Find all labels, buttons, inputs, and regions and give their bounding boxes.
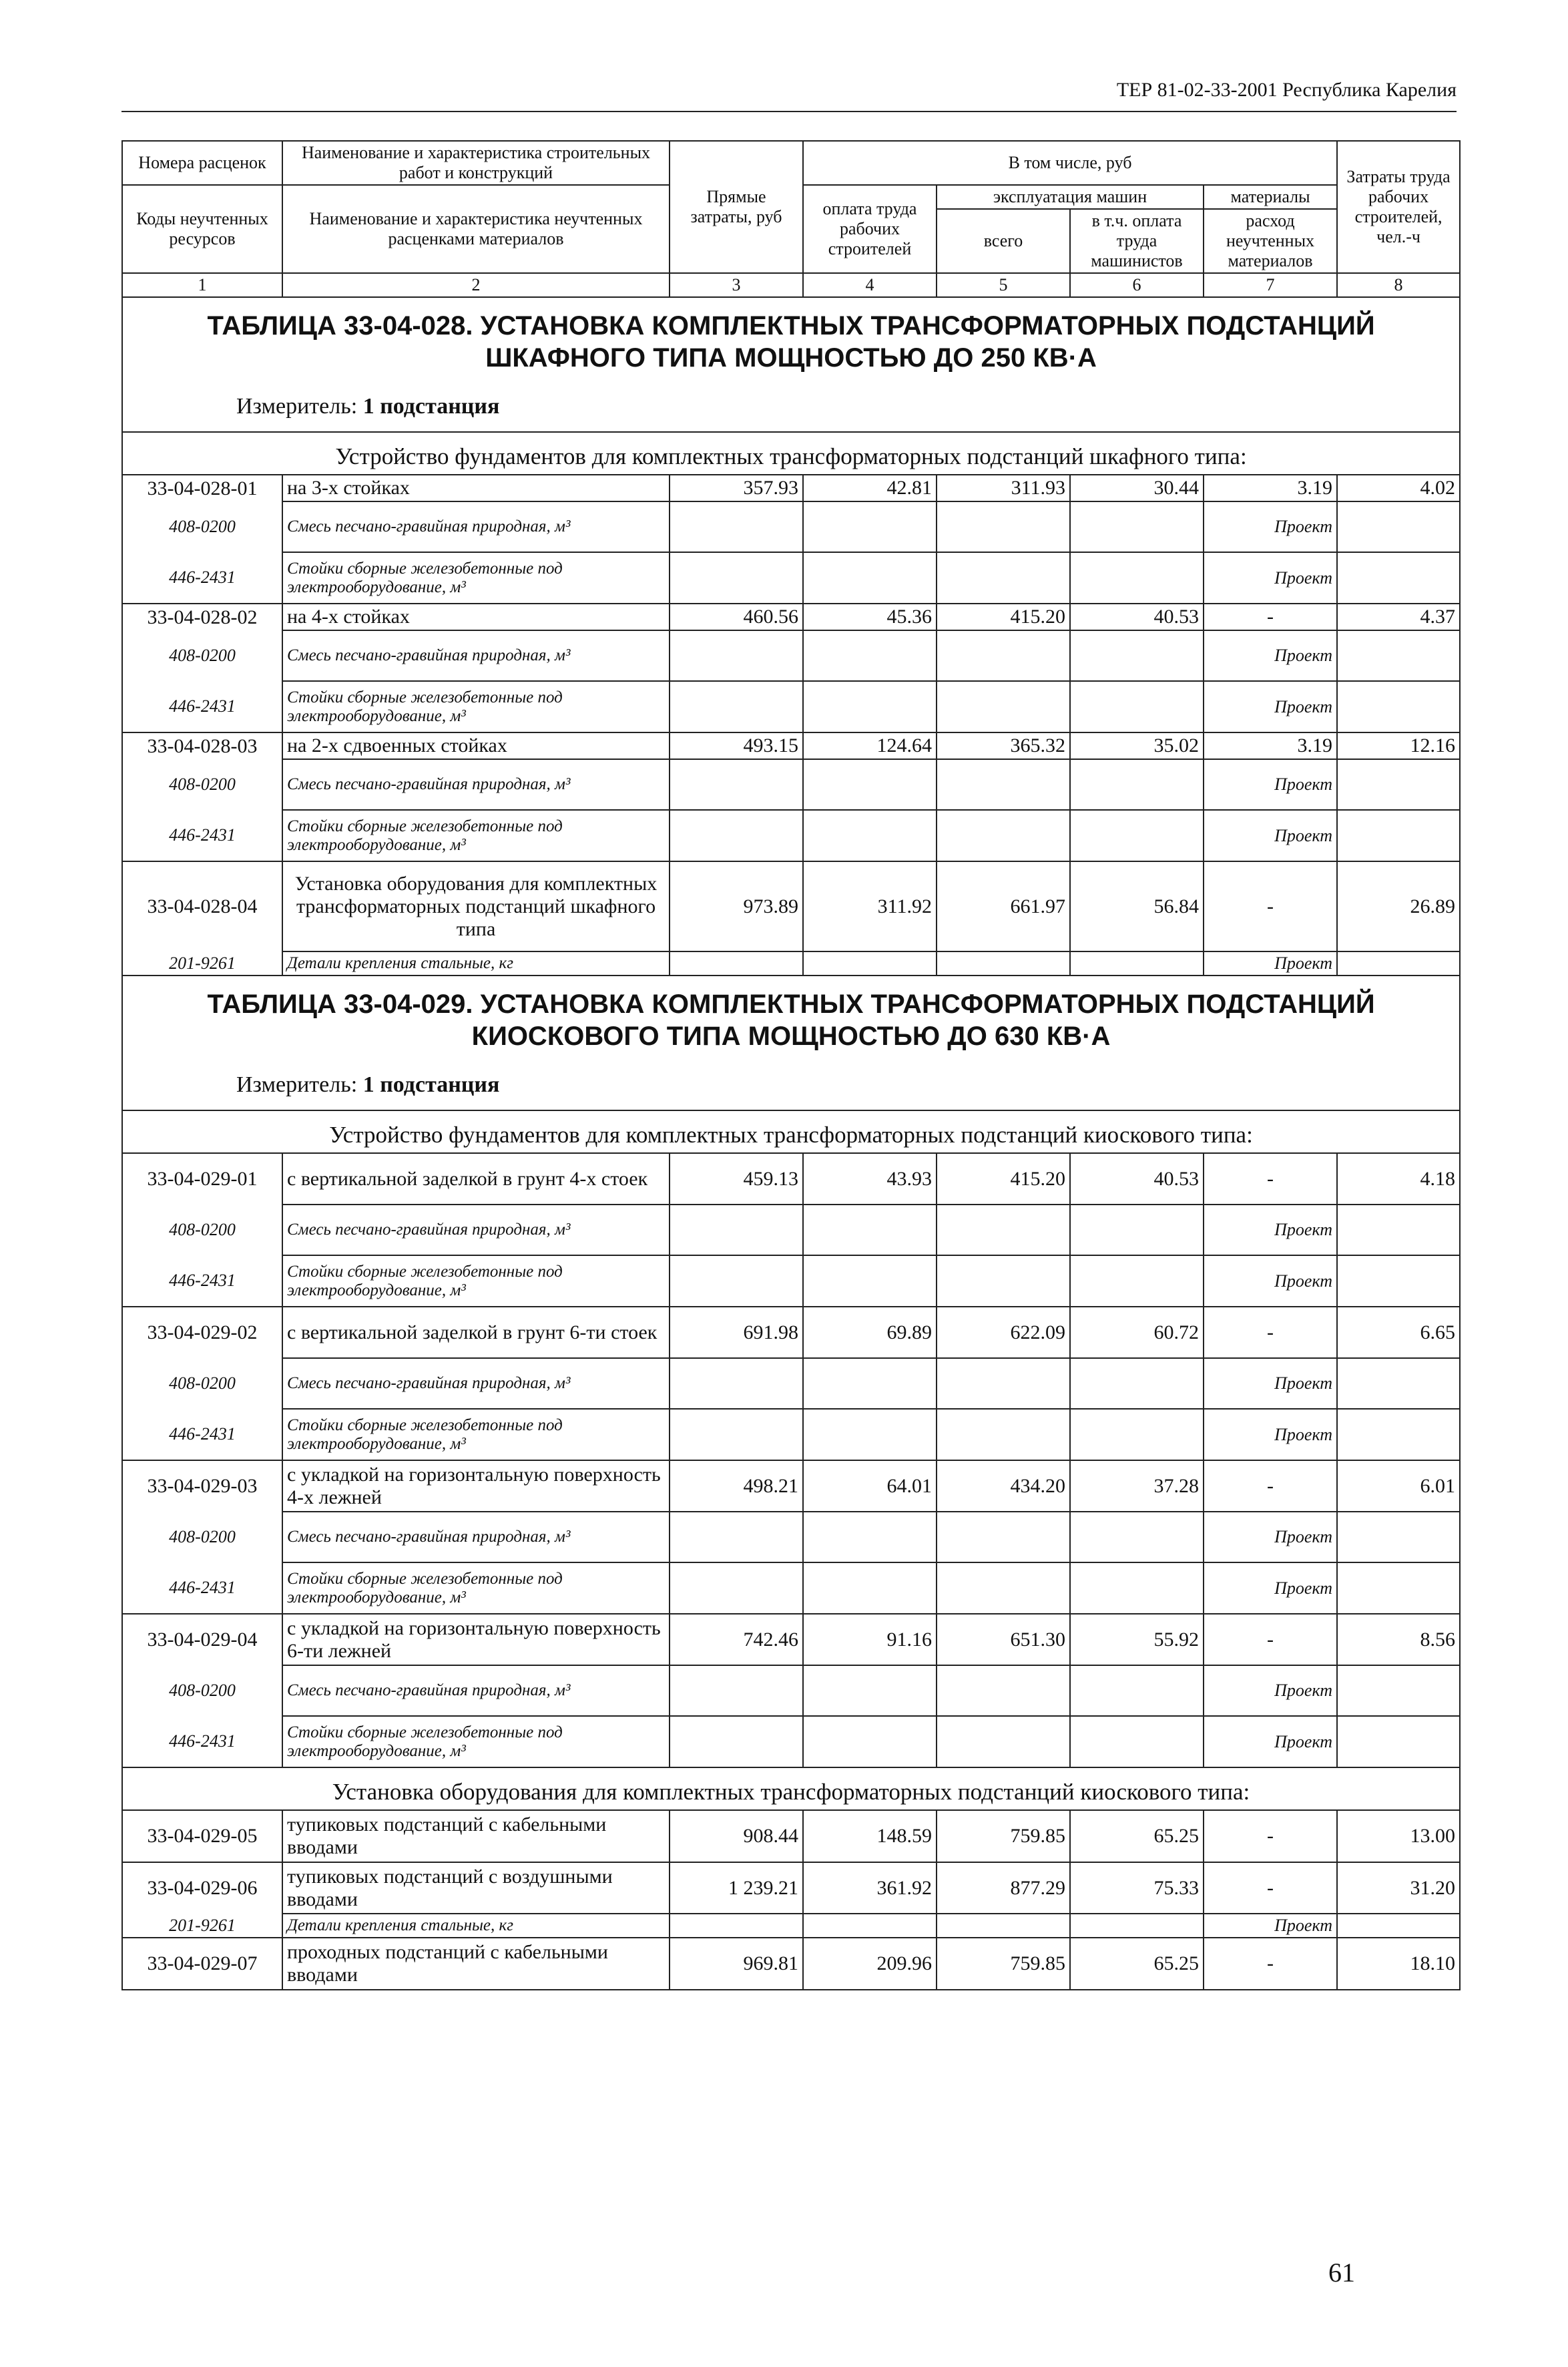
header-rule: [121, 111, 1457, 112]
col-num: 4: [803, 273, 937, 297]
col-num: 2: [282, 273, 670, 297]
section-heading: Устройство фундаментов для комплектных трансформаторных подстанций киоскового типа:: [122, 1110, 1460, 1153]
col-num: 1: [122, 273, 282, 297]
resource-row: 201-9261 Детали крепления стальные, кг Проект: [122, 1914, 1460, 1938]
header-row-1: [122, 141, 1460, 185]
col-header-works: Наименование и характеристика строительных работ и конструкций: [282, 141, 670, 185]
col-header-mach-labor: в т.ч. оплата труда машинистов: [1070, 209, 1204, 273]
col-num: 5: [937, 273, 1070, 297]
col-num: 6: [1070, 273, 1204, 297]
table-row: 33-04-028-04 Установка оборудования для комплектных трансформаторных подстанций шкафного типа 973.89 311.92 661.97 56.84 - 26.89: [122, 861, 1460, 951]
resource-row: 408-0200 Смесь песчано-гравийная природная, м³ Проект: [122, 1665, 1460, 1716]
resource-row: 446-2431 Стойки сборные железобетонные под электрооборудование, м³ Проект: [122, 1716, 1460, 1767]
column-numbers: [122, 273, 1460, 297]
col-header-mat-use: расход неучтенных материалов: [1204, 209, 1337, 273]
col-header-direct: Прямые затраты, руб: [670, 141, 803, 273]
table-row: 33-04-028-01 на 3-х стойках 357.93 42.81 311.93 30.44 3.19 4.02: [122, 475, 1460, 501]
table-row: 33-04-029-01 с вертикальной заделкой в грунт 4-х стоек 459.13 43.93 415.20 40.53 - 4.18: [122, 1153, 1460, 1205]
page-number: 61: [1328, 2257, 1355, 2288]
section-row: [122, 432, 1460, 475]
col-num: 7: [1204, 273, 1337, 297]
section-heading: Установка оборудования для комплектных трансформаторных подстанций киоскового типа:: [122, 1767, 1460, 1810]
table-title-row: [122, 297, 1460, 432]
resource-row: 446-2431 Стойки сборные железобетонные под электрооборудование, м³ Проект: [122, 552, 1460, 604]
price-table: [121, 140, 1461, 1990]
col-header-machines: эксплуатация машин: [937, 185, 1204, 209]
table-row: 33-04-029-05 тупиковых подстанций с кабельными вводами 908.44 148.59 759.85 65.25 - 13.00: [122, 1810, 1460, 1862]
resource-row: 446-2431 Стойки сборные железобетонные под электрооборудование, м³ Проект: [122, 1409, 1460, 1460]
table-title: ТАБЛИЦА 33-04-028. УСТАНОВКА КОМПЛЕКТНЫХ ТРАНСФОРМАТОРНЫХ ПОДСТАНЦИЙ ШКАФНОГО ТИПА МОЩНОСТЬЮ ДО 250 КВ·А: [207, 311, 1375, 373]
resource-row: 446-2431 Стойки сборные железобетонные под электрооборудование, м³ Проект: [122, 1255, 1460, 1307]
table-row: 33-04-028-02 на 4-х стойках 460.56 45.36 415.20 40.53 - 4.37: [122, 604, 1460, 630]
table-row: 33-04-029-06 тупиковых подстанций с воздушными вводами 1 239.21 361.92 877.29 75.33 - 31.20: [122, 1862, 1460, 1914]
resource-row: 446-2431 Стойки сборные железобетонные под электрооборудование, м³ Проект: [122, 1562, 1460, 1614]
col-num: 3: [670, 273, 803, 297]
resource-row: 408-0200 Смесь песчано-гравийная природная, м³ Проект: [122, 1205, 1460, 1255]
table-title: ТАБЛИЦА 33-04-029. УСТАНОВКА КОМПЛЕКТНЫХ ТРАНСФОРМАТОРНЫХ ПОДСТАНЦИЙ КИОСКОВОГО ТИПА МОЩНОСТЬЮ ДО 630 КВ·А: [207, 990, 1375, 1051]
meter: Измеритель: 1 подстанция: [236, 1072, 500, 1097]
table-row: 33-04-029-02 с вертикальной заделкой в грунт 6-ти стоек 691.98 69.89 622.09 60.72 - 6.65: [122, 1307, 1460, 1358]
col-header-mach-total: всего: [937, 209, 1070, 273]
section-row: [122, 1767, 1460, 1810]
table-row: 33-04-029-07 проходных подстанций с кабельными вводами 969.81 209.96 759.85 65.25 - 18.10: [122, 1938, 1460, 1990]
resource-row: 408-0200 Смесь песчано-гравийная природная, м³ Проект: [122, 630, 1460, 681]
col-header-including: В том числе, руб: [803, 141, 1337, 185]
resource-row: 408-0200 Смесь песчано-гравийная природная, м³ Проект: [122, 1358, 1460, 1409]
document-header: ТЕР 81-02-33-2001 Республика Карелия: [1116, 79, 1457, 101]
section-heading: Устройство фундаментов для комплектных трансформаторных подстанций шкафного типа:: [122, 432, 1460, 475]
col-header-labor: оплата труда рабочих строителей: [803, 185, 937, 273]
col-header-codes: Коды неучтенных ресурсов: [122, 185, 282, 273]
col-header-mat: материалы: [1204, 185, 1337, 209]
col-num: 8: [1337, 273, 1460, 297]
table-row: 33-04-029-03 с укладкой на горизонтальную поверхность 4-х лежней 498.21 64.01 434.20 37.28 - 6.01: [122, 1460, 1460, 1512]
col-header-hours: Затраты труда рабочих строителей, чел.-ч: [1337, 141, 1460, 273]
col-header-materials: Наименование и характеристика неучтенных расценками материалов: [282, 185, 670, 273]
col-header-rates: Номера расценок: [122, 141, 282, 185]
meter: Измеритель: 1 подстанция: [236, 394, 500, 419]
section-row: [122, 1110, 1460, 1153]
table-row: 33-04-029-04 с укладкой на горизонтальную поверхность 6-ти лежней 742.46 91.16 651.30 55.92 - 8.56: [122, 1614, 1460, 1665]
resource-row: 446-2431 Стойки сборные железобетонные под электрооборудование, м³ Проект: [122, 810, 1460, 861]
resource-row: 408-0200 Смесь песчано-гравийная природная, м³ Проект: [122, 759, 1460, 810]
resource-row: 446-2431 Стойки сборные железобетонные под электрооборудование, м³ Проект: [122, 681, 1460, 732]
table-title-row: [122, 976, 1460, 1110]
resource-row: 201-9261 Детали крепления стальные, кг Проект: [122, 951, 1460, 976]
resource-row: 408-0200 Смесь песчано-гравийная природная, м³ Проект: [122, 1512, 1460, 1562]
table-row: 33-04-028-03 на 2-х сдвоенных стойках 493.15 124.64 365.32 35.02 3.19 12.16: [122, 732, 1460, 759]
resource-row: 408-0200 Смесь песчано-гравийная природная, м³ Проект: [122, 501, 1460, 552]
